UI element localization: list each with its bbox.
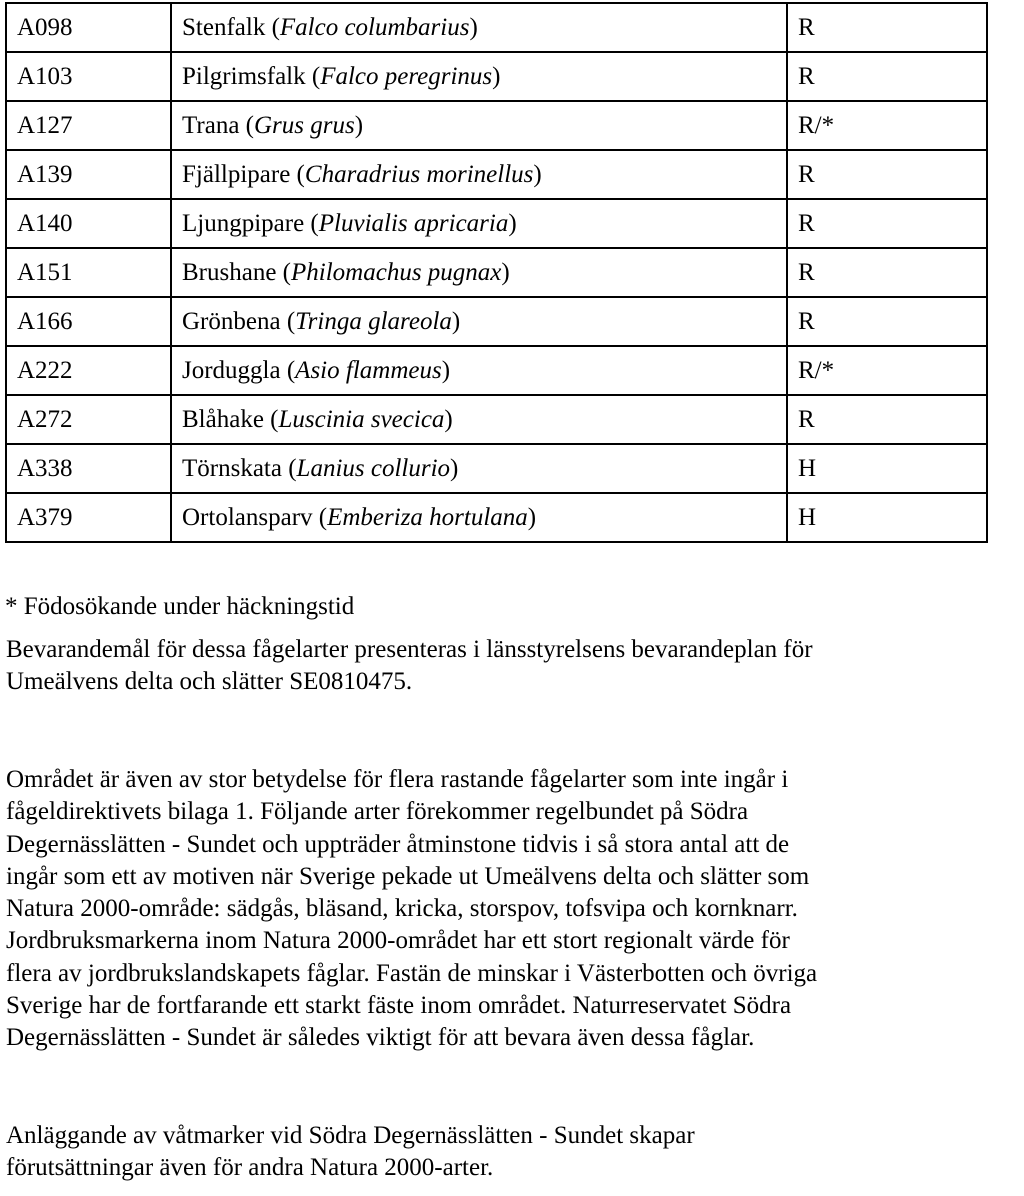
common-name: Fjällpipare ( [182, 161, 305, 188]
latin-name: Grus grus [254, 112, 355, 139]
common-name: Blåhake ( [182, 406, 279, 433]
species-name [171, 199, 787, 248]
species-code: A127 [6, 101, 171, 150]
species-code: A140 [6, 199, 171, 248]
latin-name: Falco columbarius [279, 14, 470, 41]
table-row [6, 395, 987, 444]
text-line: Området är även av stor betydelse för flera rastande fågelarter som inte ingår i [6, 766, 789, 793]
closing-paren: ) [451, 308, 461, 335]
common-name: Pilgrimsfalk ( [182, 63, 321, 90]
species-status: R/* [787, 101, 987, 150]
common-name: Brushane ( [182, 259, 291, 286]
species-code: A379 [6, 493, 171, 542]
closing-paren: ) [444, 406, 453, 433]
closing-paren: ) [501, 259, 510, 286]
text-line: Natura 2000-område: sädgås, bläsand, kricka, storspov, tofsvipa och kornknarr. [6, 895, 798, 923]
species-name [171, 101, 787, 150]
table-row [6, 444, 987, 493]
species-status: R [787, 52, 987, 101]
closing-paren: ) [492, 63, 501, 90]
species-status: R [787, 3, 987, 52]
text-line: Sverige har de fortfarande ett starkt fäste inom området. Naturreservatet Södra [6, 992, 792, 1020]
text-line: Anläggande av våtmarker vid Södra Degernässlätten - Sundet skapar [6, 1122, 695, 1149]
latin-name: Philomachus pugnax [291, 259, 502, 286]
closing-paren: ) [469, 14, 478, 41]
species-table [5, 2, 988, 543]
species-code: A151 [6, 248, 171, 297]
species-name [171, 150, 787, 199]
species-name [171, 444, 787, 493]
text-line: fågeldirektivets bilaga 1. Följande arter förekommer regelbundet på Södra [6, 798, 749, 826]
latin-name: Emberiza hortulana [327, 504, 528, 531]
text-line: förutsättningar även för andra Natura 2000-arter. [6, 1154, 494, 1182]
latin-name: Charadrius morinellus [304, 161, 534, 188]
species-code: A166 [6, 297, 171, 346]
closing-paren: ) [450, 455, 459, 482]
text-line: flera av jordbrukslandskapets fåglar. Fastän de minskar i Västerbotten och övriga [6, 959, 818, 987]
species-status: H [787, 493, 987, 542]
table-row [6, 150, 987, 199]
latin-name: Falco peregrinus [320, 63, 493, 90]
text-line: Umeälvens delta och slätter SE0810475. [6, 668, 413, 696]
species-code: A139 [6, 150, 171, 199]
species-code: A098 [6, 3, 171, 52]
closing-paren: ) [354, 112, 364, 139]
common-name: Stenfalk ( [182, 14, 280, 41]
closing-paren: ) [533, 161, 542, 188]
closing-paren: ) [527, 504, 537, 531]
common-name: Jorduggla ( [182, 357, 296, 384]
species-name [171, 346, 787, 395]
closing-paren: ) [441, 357, 451, 384]
common-name: Ortolansparv ( [182, 504, 328, 531]
table-row [6, 248, 987, 297]
common-name: Ljungpipare ( [182, 210, 319, 237]
species-status: R/* [787, 346, 987, 395]
species-status: R [787, 248, 987, 297]
latin-name: Pluvialis apricaria [318, 210, 509, 237]
latin-name: Asio flammeus [295, 357, 442, 384]
species-code: A222 [6, 346, 171, 395]
text-line: Degernässlätten - Sundet och uppträder åtminstone tidvis i så stora antal att de [6, 830, 790, 858]
table-row [6, 3, 987, 52]
species-code: A103 [6, 52, 171, 101]
table-row [6, 101, 987, 150]
species-name [171, 297, 787, 346]
latin-name: Lanius collurio [296, 455, 451, 482]
species-table-body [6, 3, 987, 542]
paragraph-resting-birds [6, 764, 1022, 1055]
text-line: Bevarandemål för dessa fågelarter presenteras i länsstyrelsens bevarandeplan för [6, 636, 813, 663]
paragraph-conservation-goals [6, 634, 1022, 699]
species-code: A338 [6, 444, 171, 493]
table-row [6, 346, 987, 395]
table-footnote: * Födosökande under häckningstid [5, 593, 355, 620]
table-row [6, 493, 987, 542]
species-name [171, 52, 787, 101]
species-status: R [787, 150, 987, 199]
common-name: Trana ( [182, 112, 254, 139]
table-row [6, 297, 987, 346]
paragraph-wetlands [6, 1120, 1022, 1185]
common-name: Grönbena ( [182, 308, 296, 335]
species-status: R [787, 395, 987, 444]
species-status: R [787, 297, 987, 346]
latin-name: Luscinia svecica [278, 406, 445, 433]
species-name [171, 493, 787, 542]
common-name: Törnskata ( [182, 455, 297, 482]
species-status: R [787, 199, 987, 248]
closing-paren: ) [508, 210, 517, 237]
latin-name: Tringa glareola [295, 308, 452, 335]
species-name [171, 395, 787, 444]
species-code: A272 [6, 395, 171, 444]
text-line: ingår som ett av motiven när Sverige pekade ut Umeälvens delta och slätter som [6, 862, 810, 890]
species-name [171, 248, 787, 297]
text-line: Degernässlätten - Sundet är således viktigt för att bevara även dessa fåglar. [6, 1024, 755, 1052]
species-name [171, 3, 787, 52]
species-status: H [787, 444, 987, 493]
text-line: Jordbruksmarkerna inom Natura 2000-området har ett stort regionalt värde för [6, 927, 790, 955]
table-row [6, 199, 987, 248]
table-row [6, 52, 987, 101]
